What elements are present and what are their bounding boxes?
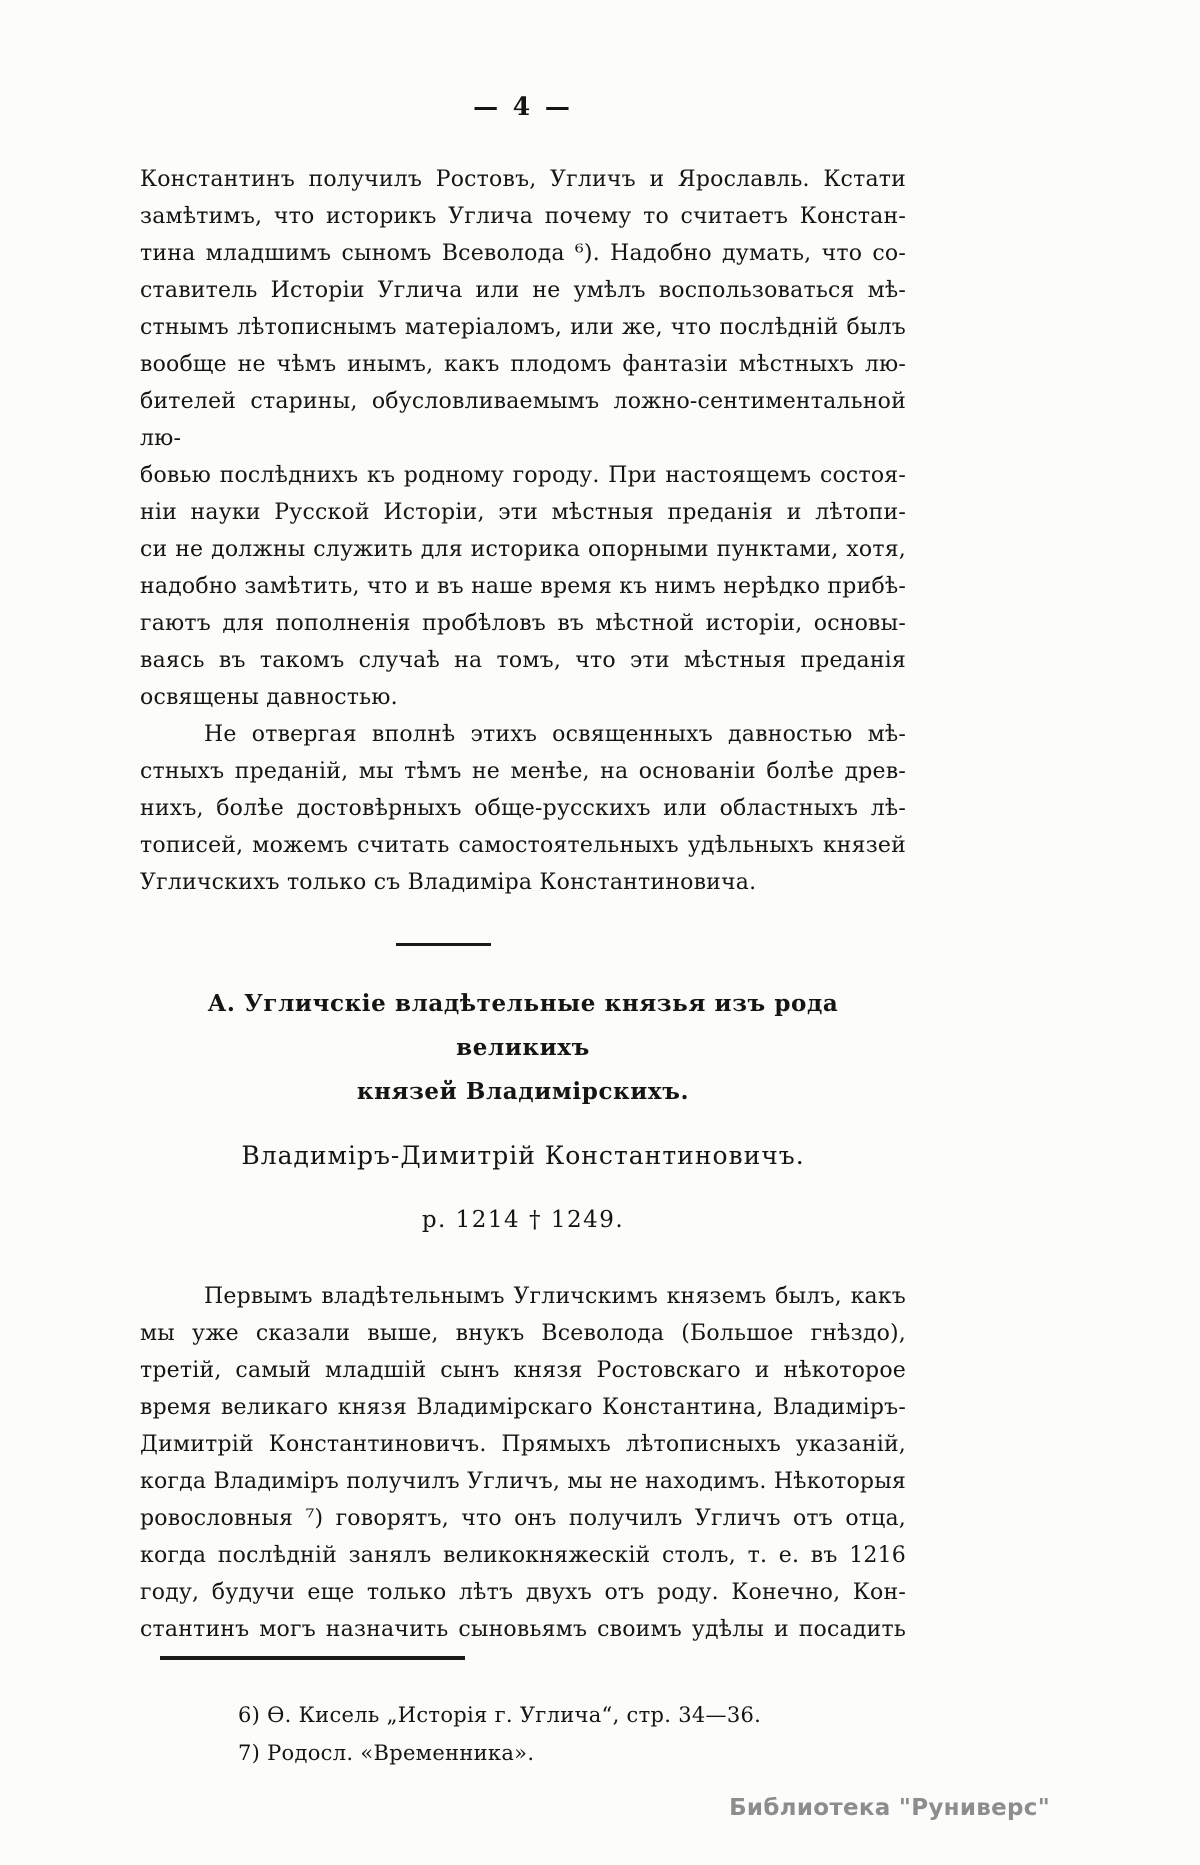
text-line: бовью послѣднихъ къ родному городу. При настоящемъ состоя-: [140, 463, 906, 488]
text-line: Константинъ получилъ Ростовъ, Угличъ и Ярославль. Кстати: [140, 167, 906, 192]
text-line: ровословныя ⁷) говорятъ, что онъ получилъ Угличъ отъ отца,: [140, 1506, 906, 1531]
text-line: стнымъ лѣтописнымъ матеріаломъ, или же, что послѣдній былъ: [140, 315, 906, 340]
text-line: время великаго князя Владимірскаго Константина, Владиміръ-: [140, 1395, 906, 1420]
text-line: бителей старины, обусловливаемымъ ложно-сентиментальной лю-: [140, 389, 906, 451]
text-line: 7) Родосл. «Временника».: [238, 1741, 535, 1765]
text-line: Не отвергая вполнѣ этихъ освященныхъ давностью мѣ-: [204, 722, 906, 747]
text-line: надобно замѣтить, что и въ наше время къ нимъ нерѣдко прибѣ-: [140, 574, 906, 599]
text-line: тописей, можемъ считать самостоятельныхъ удѣльныхъ князей: [140, 833, 906, 858]
text-line: освящены давностью.: [140, 685, 398, 710]
text-line: Первымъ владѣтельнымъ Угличскимъ княземъ былъ, какъ: [204, 1284, 906, 1309]
text-line: гаютъ для пополненія пробѣловъ въ мѣстной исторіи, основы-: [140, 611, 906, 636]
text-line: когда Владиміръ получилъ Угличъ, мы не находимъ. Нѣкоторыя: [140, 1469, 906, 1494]
footnotes: [140, 1696, 906, 1772]
library-watermark: Библиотека "Руниверс": [729, 1795, 1050, 1821]
text-line: когда послѣдній занялъ великокняжескій столъ, т. е. въ 1216: [140, 1543, 906, 1568]
text-line: тина младшимъ сыномъ Всеволода ⁶). Надобно думать, что со-: [140, 241, 906, 266]
text-line: ніи науки Русской Исторіи, эти мѣстныя преданія и лѣтопи-: [140, 500, 906, 525]
text-line: ваясь въ такомъ случаѣ на томъ, что эти мѣстныя преданія: [140, 648, 906, 673]
text-line: мы уже сказали выше, внукъ Всеволода (Большое гнѣздо),: [140, 1321, 906, 1346]
text-line: вообще не чѣмъ инымъ, какъ плодомъ фантазіи мѣстныхъ лю-: [140, 352, 906, 377]
text-line: 6) Ѳ. Кисель „Исторія г. Углича“, стр. 34—36.: [238, 1703, 762, 1727]
text-line: замѣтимъ, что историкъ Углича почему то считаетъ Констан-: [140, 204, 906, 229]
paragraph-second: [140, 716, 906, 901]
life-dates: р. 1214 † 1249.: [421, 1207, 625, 1233]
text-line: году, будучи еще только лѣтъ двухъ отъ роду. Конечно, Кон-: [140, 1580, 906, 1605]
text-line: А. Угличскіе владѣтельные князья изъ рода великихъ: [207, 990, 839, 1061]
text-line: стантинъ могъ назначить сыновьямъ своимъ удѣлы и посадить: [140, 1617, 906, 1642]
footnote-separator-rule: [160, 1656, 465, 1660]
paragraph-continuation: [140, 161, 906, 716]
text-line: князей Владимірскихъ.: [356, 1078, 690, 1105]
paragraph-third: [140, 1278, 906, 1648]
section-divider-rule: [396, 943, 491, 946]
text-line: Димитрій Константиновичъ. Прямыхъ лѣтописныхъ указаній,: [140, 1432, 906, 1457]
page-number: — 4 —: [473, 92, 573, 121]
text-line: си не должны служить для историка опорными пунктами, хотя,: [140, 537, 906, 562]
text-line: стныхъ преданій, мы тѣмъ не менѣе, на основаніи болѣе древ-: [140, 759, 906, 784]
text-line: нихъ, болѣе достовѣрныхъ обще-русскихъ или областныхъ лѣ-: [140, 796, 906, 821]
chapter-subheading: Владиміръ-Димитрій Константиновичъ.: [241, 1141, 805, 1170]
section-heading: [140, 982, 906, 1114]
text-block: [140, 0, 906, 1772]
text-line: Угличскихъ только съ Владиміра Константиновича.: [140, 870, 757, 895]
text-line: третій, самый младшій сынъ князя Ростовскаго и нѣкоторое: [140, 1358, 906, 1383]
text-line: ставитель Исторіи Углича или не умѣлъ воспользоваться мѣ-: [140, 278, 906, 303]
